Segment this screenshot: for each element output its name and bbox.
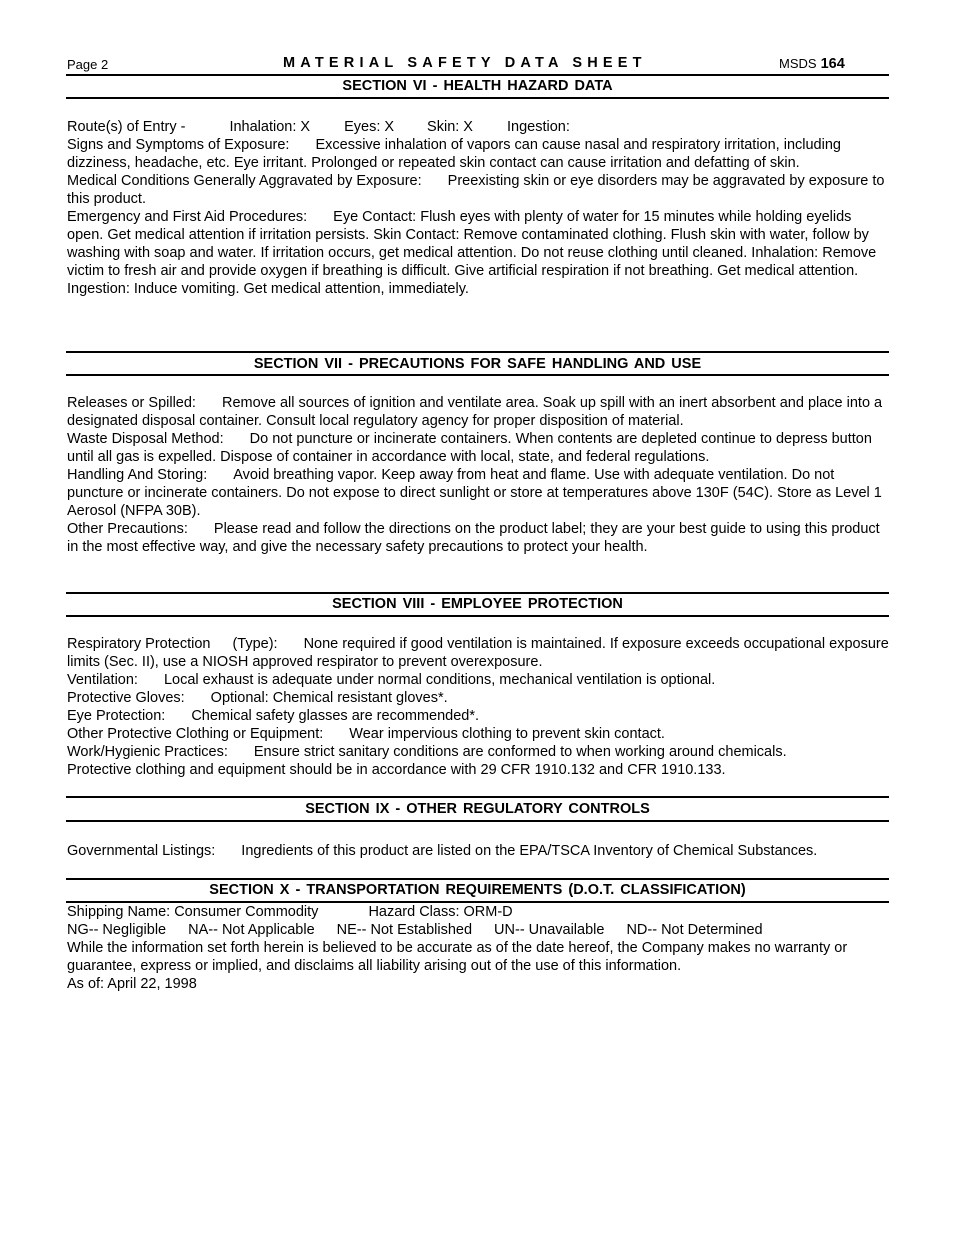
eye-protection: Eye Protection: Chemical safety glasses are recommended*.: [67, 708, 480, 724]
work-hygienic-practices: Work/Hygienic Practices: Ensure strict sanitary conditions are conformed to when working around chemicals.: [67, 744, 787, 760]
section-9-title: SECTION IX - OTHER REGULATORY CONTROLS: [305, 801, 650, 817]
releases-or-spilled: Releases or Spilled: Remove all sources of ignition and ventilate area. Soak up spill with an inert absorbent and place into a designated disposal container. Consult local regulatory agency for proper disposition of material.: [67, 395, 883, 429]
section-9-body: [67, 842, 889, 860]
abbreviations: NG-- Negligible NA-- Not Applicable NE-- Not Established UN-- Unavailable ND-- Not Determined: [67, 922, 763, 938]
waste-disposal: Waste Disposal Method: Do not puncture or incinerate containers. When contents are depleted continue to depress button until all gas is expelled. Dispose of container in accordance with local, state, and federal regulations.: [67, 431, 872, 465]
section-8-rule-top: [66, 592, 889, 594]
ventilation: Ventilation: Local exhaust is adequate under normal conditions, mechanical ventilation is optional.: [67, 672, 716, 688]
section-10-title: SECTION X - TRANSPORTATION REQUIREMENTS (D.O.T. CLASSIFICATION): [209, 882, 746, 898]
section-7-rule: [66, 374, 889, 376]
disclaimer: While the information set forth herein is believed to be accurate as of the date hereof, the Company makes no warranty or guarantee, express or implied, and disclaims all liability arising out of the use of this information.: [67, 940, 848, 974]
section-8-rule: [66, 615, 889, 617]
shipping-line: [67, 903, 889, 921]
protective-note: Protective clothing and equipment should be in accordance with 29 CFR 1910.132 and CFR 1910.133.: [67, 762, 726, 778]
section-6-body: [67, 118, 889, 298]
section-9-rule-top: [66, 796, 889, 798]
section-9-rule: [66, 820, 889, 822]
section-7-title: SECTION VII - PRECAUTIONS FOR SAFE HANDLING AND USE: [253, 356, 702, 372]
as-of-date: As of: April 22, 1998: [67, 976, 197, 992]
first-aid: Emergency and First Aid Procedures: Eye Contact: Flush eyes with plenty of water for 15 minutes while holding eyelids open. Get medical attention if irritation persists. Skin Contact: Remove contaminated clothing. Flush skin with water, follow by washing with soap and water. If irritation occurs, get medical attention. Do not reuse clothing until cleaned. Inhalation: Remove victim to fresh air and provide oxygen if breathing is difficult. Give artificial respiration if not breathing. Get medical attention. Ingestion: Induce vomiting. Get medical attention, immediately.: [67, 209, 877, 297]
msds-number: 164: [820, 56, 845, 72]
governmental-listings: Governmental Listings: Ingredients of this product are listed on the EPA/TSCA Inventory of Chemical Substances.: [67, 843, 818, 859]
msds-label: MSDS: [779, 56, 817, 71]
msds-id: [779, 56, 845, 72]
protective-gloves: Protective Gloves: Optional: Chemical resistant gloves*.: [67, 690, 448, 706]
section-8-title: SECTION VIII - EMPLOYEE PROTECTION: [332, 596, 623, 612]
signs-and-symptoms: Signs and Symptoms of Exposure: Excessive inhalation of vapors can cause nasal and respiratory irritation, including dizziness, headache, etc. Eye irritant. Prolonged or repeated skin contact can cause irritation and defatting of skin.: [67, 137, 841, 171]
routes-of-entry: Route(s) of Entry - Inhalation: X Eyes: X Skin: X Ingestion:: [67, 119, 570, 135]
other-precautions: Other Precautions: Please read and follow the directions on the product label; they are your best guide to using this product in the most effective way, and give the necessary safety precautions to protect your health.: [67, 521, 880, 555]
section-8-body: [67, 635, 889, 779]
section-10-body: [67, 903, 889, 993]
medical-conditions: Medical Conditions Generally Aggravated by Exposure: Preexisting skin or eye disorders may be aggravated by exposure to this product.: [67, 173, 885, 207]
section-7-rule-top: [66, 351, 889, 353]
protective-clothing: Other Protective Clothing or Equipment: Wear impervious clothing to prevent skin contact.: [67, 726, 665, 742]
section-7-body: [67, 394, 889, 556]
section-10-rule-top: [66, 878, 889, 880]
document-title: MATERIAL SAFETY DATA SHEET: [283, 55, 647, 71]
respiratory-protection: Respiratory Protection (Type): None required if good ventilation is maintained. If exposure exceeds occupational exposure limits (Sec. II), use a NIOSH approved respirator to prevent overexposure.: [67, 636, 889, 670]
page-number: Page 2: [67, 57, 109, 72]
section-6-rule: [66, 97, 889, 99]
shipping-name: Shipping Name: Consumer Commodity: [67, 904, 319, 920]
section-6-title: SECTION VI - HEALTH HAZARD DATA: [342, 78, 613, 94]
page-header: [67, 55, 889, 75]
handling-and-storing: Handling And Storing: Avoid breathing vapor. Keep away from heat and flame. Use with adequate ventilation. Do not puncture or incinerate containers. Do not expose to direct sunlight or store at temperatures above 130F (54C). Store as Level 1 Aerosol (NFPA 30B).: [67, 467, 882, 519]
header-rule: [66, 74, 889, 76]
hazard-class: Hazard Class: ORM-D: [368, 904, 513, 920]
